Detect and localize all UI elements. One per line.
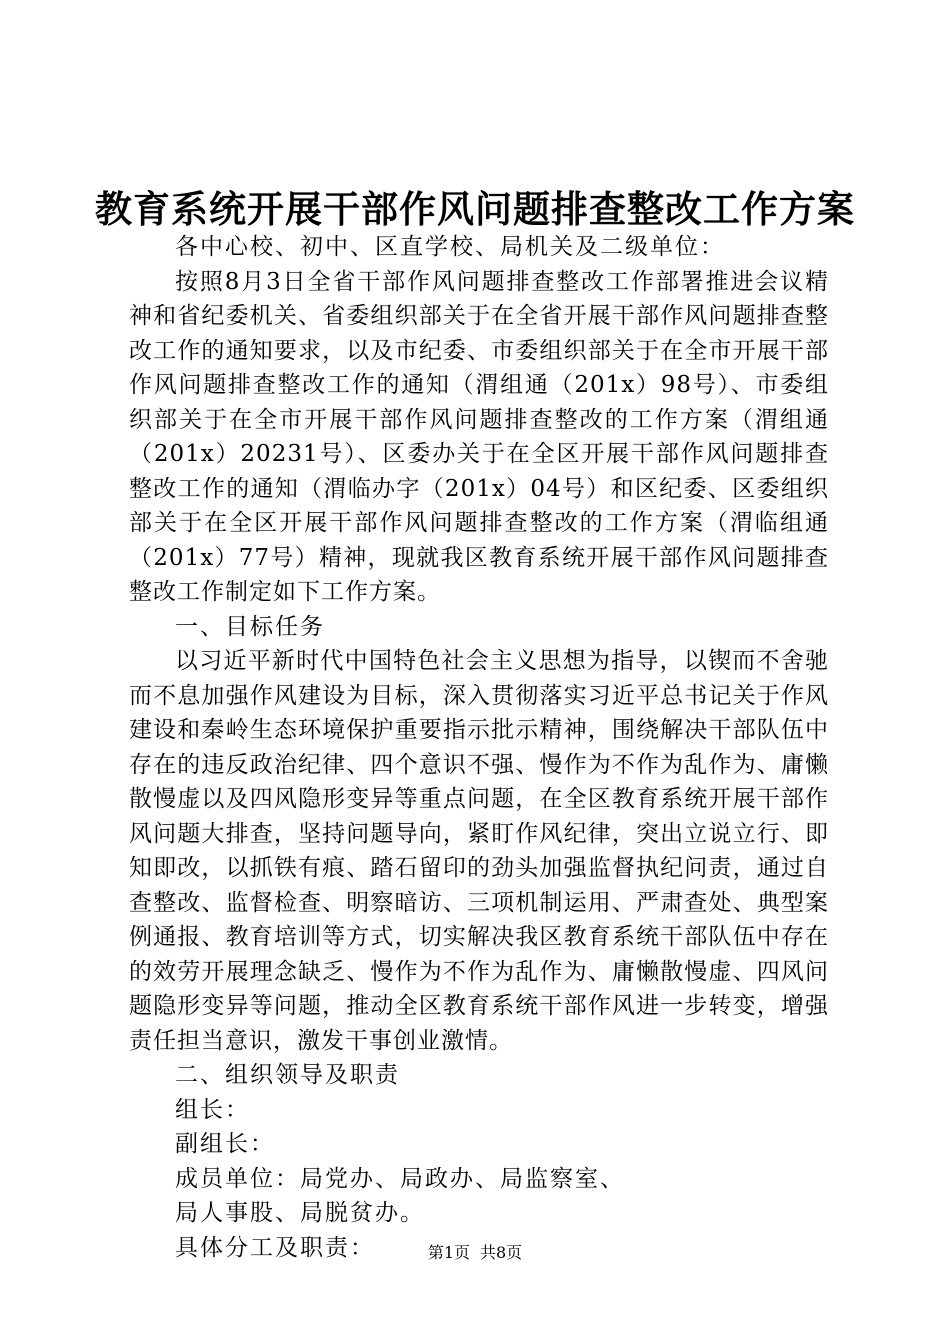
page-footer: [0, 1242, 950, 1264]
intro-paragraph: 按照8月3日全省干部作风问题排查整改工作部署推进会议精神和省纪委机关、省委组织部关于在全省开展干部作风问题排查整改工作的通知要求，以及市纪委、市委组织部关于在全市开展干部作风问题排查整改工作的通知（渭组通（201x）98号）、市委组织部关于在全市开展干部作风问题排查整改的工作方案（渭组通（201x）20231号）、区委办关于在全区开展干部作风问题排查整改工作的通知（渭临办字（201x）04号）和区纪委、区委组织部关于在全区开展干部作风问题排查整改的工作方案（渭临组通（201x）77号）精神，现就我区教育系统开展干部作风问题排查整改工作制定如下工作方案。: [129, 268, 829, 605]
page-total: 共8页: [480, 1243, 523, 1262]
team-leader-line: 组长：: [175, 1096, 250, 1123]
deputy-leader-line: 副组长：: [175, 1131, 275, 1157]
member-units-line-continued: 局人事股、局脱贫办。: [175, 1200, 425, 1226]
document-title: 教育系统开展干部作风问题排查整改工作方案: [95, 188, 855, 231]
document-body: [129, 230, 829, 1265]
member-units-line: 成员单位：局党办、局政办、局监察室、: [175, 1165, 625, 1192]
duties-heading-line: 具体分工及职责：: [175, 1234, 375, 1261]
salutation-paragraph: 各中心校、初中、区直学校、局机关及二级单位：: [175, 234, 725, 260]
page-number: 第1页: [427, 1243, 470, 1262]
section-heading-organization: 二、组织领导及职责: [175, 1062, 400, 1088]
goals-paragraph: 以习近平新时代中国特色社会主义思想为指导，以锲而不舍驰而不息加强作风建设为目标，深入贯彻落实习近平总书记关于作风建设和秦岭生态环境保护重要指示批示精神，围绕解决干部队伍中存在的违反政治纪律、四个意识不强、慢作为不作为乱作为、庸懒散慢虚以及四风隐形变异等重点问题，在全区教育系统开展干部作风问题大排查，坚持问题导向，紧盯作风纪律，突出立说立行、即知即改，以抓铁有痕、踏石留印的劲头加强监督执纪问责，通过自查整改、监督检查、明察暗访、三项机制运用、严肃查处、典型案例通报、教育培训等方式，切实解决我区教育系统干部队伍中存在的效劳开展理念缺乏、慢作为不作为乱作为、庸懒散慢虚、四风问题隐形变异等问题，推动全区教育系统干部作风进一步转变，增强责任担当意识，激发干事创业激情。: [129, 648, 829, 1054]
section-heading-goals: 一、目标任务: [175, 613, 325, 640]
